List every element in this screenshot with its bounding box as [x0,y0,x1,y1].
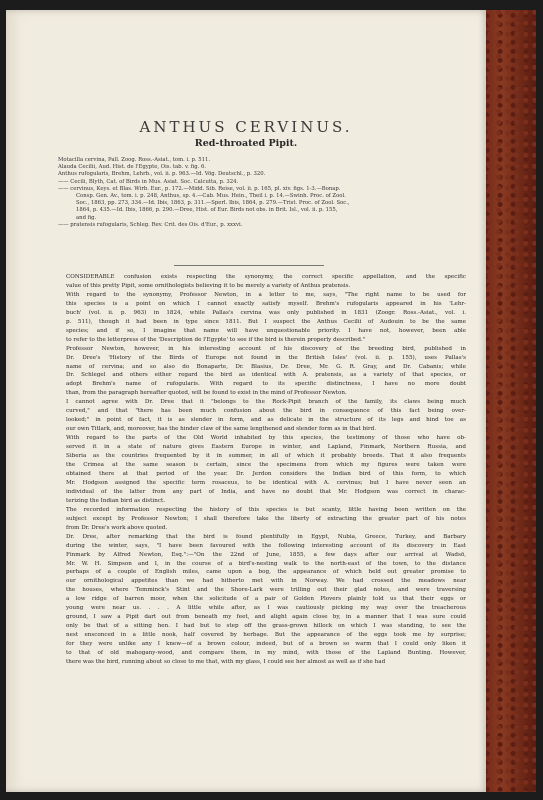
paragraph [58,273,466,291]
text-line: the houses, where Temminck's Stint and the Shore-Lark were trilling out their glad notes, and were traversing [66,587,466,594]
book-page [6,10,486,792]
text-line: nest ensconced in a little nook, half covered by herbage. But the appearance of the eggs took me by surprise; [66,632,466,639]
text-line: for they were unlike any I knew—of a brown colour, indeed, but of a brown so warm that I could only liken it [66,641,466,648]
text-line: Mr. Hodgson assigned the specific term rosaceus, to be identical with A. cervinus; but I have never seen an [66,479,466,486]
synonymy-line: Alauda Cecilii, Aud. Hist. de l'Egypte, Ois. tab. v. fig. 6. [58,164,207,171]
text-line: p. 511), though it had been in type since 1811. But I suspect the Anthus Cecilii of Audouin to be the same [66,318,466,325]
text-line: to that of old mahogany-wood, and compare them, in my mind, with those of the Lapland Bunting. However, [66,650,466,657]
synonymy-line: —— pratensis rufogularis, Schleg. Rev. Crit. des Ois. d'Eur., p. xxxvi. [58,221,243,228]
synonymy-line: and fig. [76,214,97,221]
text-line: Finmark by Alfred Newton, Esq.":—"On the 22nd of June, 1855, a few days after our arrival at Wadsö, [66,551,466,558]
text-line: there was the bird, running about so close to me that, with my glass, I could see her almost as well as if she had [66,658,386,665]
text-line: subject except by Professor Newton; I shall therefore take the liberty of extracting the greater part of his notes [66,515,466,522]
text-line: Dr. Dree's 'History of the Birds of Europe not found in the British Isles' (vol. ii. p. 155), uses Pallas's [66,354,466,361]
paragraph [58,533,466,667]
text-line: CONSIDERABLE confusion exists respecting the synonymy, the correct specific appellation, and the specific [66,274,466,280]
text-line: the Crimea at the same season is certain, since the specimens from which my figures were taken were [66,462,466,469]
text-line: species; and if so, I imagine that name will have unquestionable priority. I have not, however, been able [66,327,466,334]
text-line: only be that of a sitting hen. I had but to step off the grass-grown hillock on which I was standing, to see the [66,623,466,630]
text-line: curved," and that "there has been much confusion about the bird in consequence of this fact being over- [66,408,466,415]
synonymy-list [58,157,466,229]
text-line: adopt Brehm's name of rufogularis. With regard to its specific distinctness, I have no more doubt [66,381,466,388]
text-line: I cannot agree with Dr. Dree that it "belongs to the Rock-Pipit branch of the family, its claws being much [66,399,466,406]
synonymy-line: Consp. Gen. Av., tom. i. p. 248, Anthus, sp. 4.—Cab. Mus. Hein., Theil i. p. 14.—Swinh. Proc. of Zool. [76,193,346,200]
paragraph [58,345,466,399]
text-line: looked;" in point of fact, it is as slender in form, and as delicate in the structure of its legs and hind toe as [66,417,466,424]
text-line: than, from the paragraph hereafter quoted, will be found to exist in the mind of Professor Newton. [66,390,347,397]
text-line: during the winter, says, "I have been favoured with the following interesting account of its discovery in East [66,542,466,549]
text-line: our own Titlark, and, moreover, has the hinder claw of the same lengthened and slender form as in that bird. [66,426,376,433]
text-line: Dr. Dree, after remarking that the bird is found plentifully in Egypt, Nubia, Greece, Turkey, and Barbary [66,533,466,540]
paragraph [58,434,466,506]
text-line: from Dr. Dree's work above quoted. [66,524,168,531]
text-line: to refer to the letterpress of the 'Description de l'Egypte' to see if the bird is therein properly described." [66,336,366,343]
synonymy-line: —— Cecili, Blyth, Cat. of Birds in Mus. Asiat. Soc. Calcutta, p. 324. [58,178,239,185]
text-line: value of this pretty Pipit, some ornithologists believing it to be merely a variety of Anthus pratensis. [66,282,351,289]
paragraph [58,506,466,533]
text-line: obtained there at that period of the year. Dr. Jerdon considers the Indian bird of this form, to which [66,470,466,477]
text-line: young were near us. . . . A little while after, as I was cautiously picking my way over the treacherous [66,605,466,612]
text-line: buch' (vol. ii. p. 963) in 1824, while Pallas's cervina was only published in 1831 (Zoogr. Ross.-Asiat., vol. i. [66,309,466,316]
text-line: Dr. Schlegel and others either regard the bird as identical with A. pratensis, as a variety of that species, or [66,372,466,379]
text-line: With regard to the synonymy, Professor Newton, in a letter to me, says, "The right name to be used for [66,291,466,298]
synonymy-line: —— cervinus, Keys. et Blas. Wirb. Eur., p. 172.—Midd. Sib. Reise, vol. ii. p. 165, pl. xiv. figs. 1-3.—Bonap. [58,185,341,192]
text-line: this species is a point on which I cannot exactly satisfy myself. Brehm's rufogularis appeared in his 'Lehr- [66,300,466,307]
text-line: ground, I saw a Pipit dart out from beneath my feet, and alight again close by, in a manner that I was sure could [66,614,466,621]
book-cover-edge [478,10,536,792]
paragraph [58,291,466,345]
text-line: perhaps of a couple of English miles, came upon a bog, the appearance of which held out greater promise to [66,569,466,576]
text-line: Siberia as the countries frequented by it in summer, in all of which it probably breeds. That it also frequents [66,453,466,460]
text-line: Mr. W. H. Simpson and I, in the course of a bird's-nesting walk to the north-east of the town, to the distance [66,560,466,567]
text-line: With regard to the parts of the Old World inhabited by this species, the testimony of those who have ob- [66,435,466,442]
text-line: terizing the Indian bird as distinct. [66,497,165,504]
synonymy-line: 1864, p. 435.—Id. Ibis, 1866, p. 290.—Dree, Hist. of Eur. Birds not obs. in Brit. Isl., vol. ii. p. 155, [76,207,338,214]
text-line: our ornithological appetites than we had hitherto met with in Norway. We had crossed the meadows near [66,578,466,585]
text-line: a low ridge of barren moor, when the solicitude of a pair of Golden Plovers plainly told us that their eggs or [66,596,466,603]
text-line: The recorded information respecting the history of this species is but scanty, little having been written on the [66,506,466,513]
text-line: individual of the latter from any part of India, and have no doubt that Mr. Hodgson was correct in charac- [66,488,466,495]
body-text [58,273,466,667]
species-title: ANTHUS CERVINUS. [139,118,353,136]
text-line: Professor Newton, however, in his interesting account of his discovery of the breeding bird, published in [66,345,466,352]
synonymy-line: Motacilla cervina, Pall. Zoog. Ross.-Asiat., tom. i. p. 511. [58,157,211,163]
text-line: served it in a state of nature gives Eastern Europe in winter, and Lapland, Finmark, Northern Russia, and [66,444,466,451]
common-name: Red-throated Pipit. [194,138,298,149]
paragraph [58,398,466,434]
text-line: name of cervina; and so also do Bonaparte, Dr. Blasius, Dr. Dree, Mr. G. R. Gray, and Dr. Cabanis; while [66,363,466,370]
section-divider [174,265,324,266]
synonymy-line: Soc., 1863, pp. 273, 334.—Id. Ibis, 1863, p. 311.—Sperl. Ibis, 1864, p. 279.—Trist. Proc. of Zool. Soc., [76,200,350,207]
synonymy-line: Anthus rufogularis, Brehm, Lehrb., vol. ii. p. 963.—Id. Vög. Deutschl., p. 320. [58,171,266,178]
